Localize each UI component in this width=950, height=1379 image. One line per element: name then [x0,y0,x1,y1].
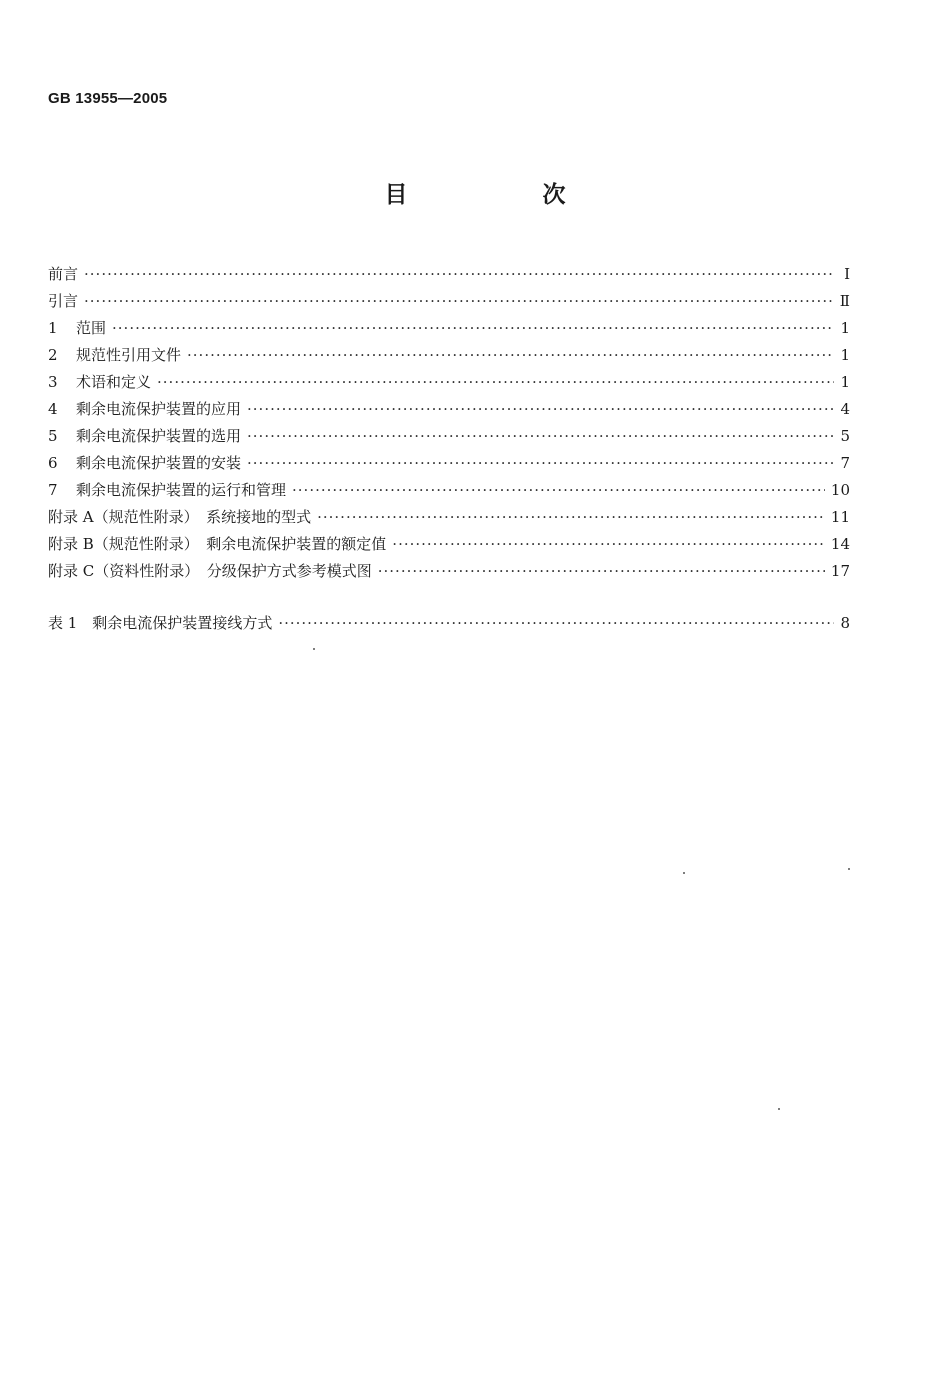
toc-entry-text: 范围 [76,319,107,337]
toc-entry-number: 3 [48,373,58,391]
toc-entry-number: 4 [48,400,58,418]
toc-entry-text: 剩余电流保护装置的安装 [76,454,242,472]
toc-leader [247,450,834,477]
toc-entry-page: 4 [840,400,850,418]
toc-entry-page: 14 [830,535,850,553]
toc-entry-number: 6 [48,454,58,472]
toc-entry-page: 7 [840,454,850,472]
toc-leader [278,610,834,637]
toc-entry-introduction[interactable] [48,288,850,315]
toc-entry-page: 10 [830,481,850,499]
toc-entry-3[interactable] [48,369,850,396]
toc-entry-number: 2 [48,346,58,364]
toc-entry-text: 术语和定义 [76,373,152,391]
toc-entry-text: 剩余电流保护装置的运行和管理 [76,481,287,499]
toc-entry-6[interactable] [48,450,850,477]
toc-entry-preface[interactable] [48,261,850,288]
toc-entry-text: 剩余电流保护装置的选用 [76,427,242,445]
scan-speck [778,1108,780,1110]
toc-leader [157,369,834,396]
toc-leader [378,558,825,585]
toc-entry-page: Ⅱ [839,292,850,310]
toc-entry-7[interactable] [48,477,850,504]
toc-entry-number: 5 [48,427,58,445]
toc-entry-1[interactable] [48,315,850,342]
toc-entry-text: 引言 [48,292,79,310]
toc-entry-text: 规范性引用文件 [76,346,182,364]
toc-leader [247,423,834,450]
toc-entry-page: Ⅰ [844,265,850,283]
toc-entry-page: 1 [840,346,850,364]
toc-leader [84,261,834,288]
toc-entry-page: 8 [840,614,850,632]
standard-code: GB 13955—2005 [48,90,168,107]
toc-entry-text: 附录 C（资料性附录） 分级保护方式参考模式图 [48,562,372,580]
toc-entry-page: 1 [840,319,850,337]
scan-speck [313,648,315,650]
toc-entry-number: 1 [48,319,58,337]
toc-entry-number: 7 [48,481,58,499]
toc-entry-appendix-a[interactable] [48,504,850,531]
toc-leader [112,315,834,342]
toc-entry-text: 剩余电流保护装置的应用 [76,400,242,418]
toc-entry-page: 17 [830,562,850,580]
toc-entry-table-1[interactable] [48,610,850,637]
toc-leader [84,288,834,315]
toc-leader [187,342,834,369]
table-of-contents [48,261,850,585]
toc-entry-appendix-c[interactable] [48,558,850,585]
scan-speck [683,872,685,874]
toc-entry-text: 附录 B（规范性附录） 剩余电流保护装置的额定值 [48,535,387,553]
toc-entry-2[interactable] [48,342,850,369]
toc-entry-4[interactable] [48,396,850,423]
toc-entry-page: 1 [840,373,850,391]
toc-entry-page: 5 [840,427,850,445]
toc-entry-text: 附录 A（规范性附录） 系统接地的型式 [48,508,312,526]
page-title: 目 次 [384,182,622,208]
toc-leader [317,504,825,531]
toc-entry-text: 表 1 剩余电流保护装置接线方式 [48,614,273,632]
scan-speck [848,868,850,870]
toc-leader [292,477,825,504]
toc-entry-text: 前言 [48,265,79,283]
list-of-tables [48,610,850,637]
toc-entry-page: 11 [830,508,850,526]
toc-leader [392,531,825,558]
toc-entry-5[interactable] [48,423,850,450]
toc-entry-appendix-b[interactable] [48,531,850,558]
toc-leader [247,396,834,423]
